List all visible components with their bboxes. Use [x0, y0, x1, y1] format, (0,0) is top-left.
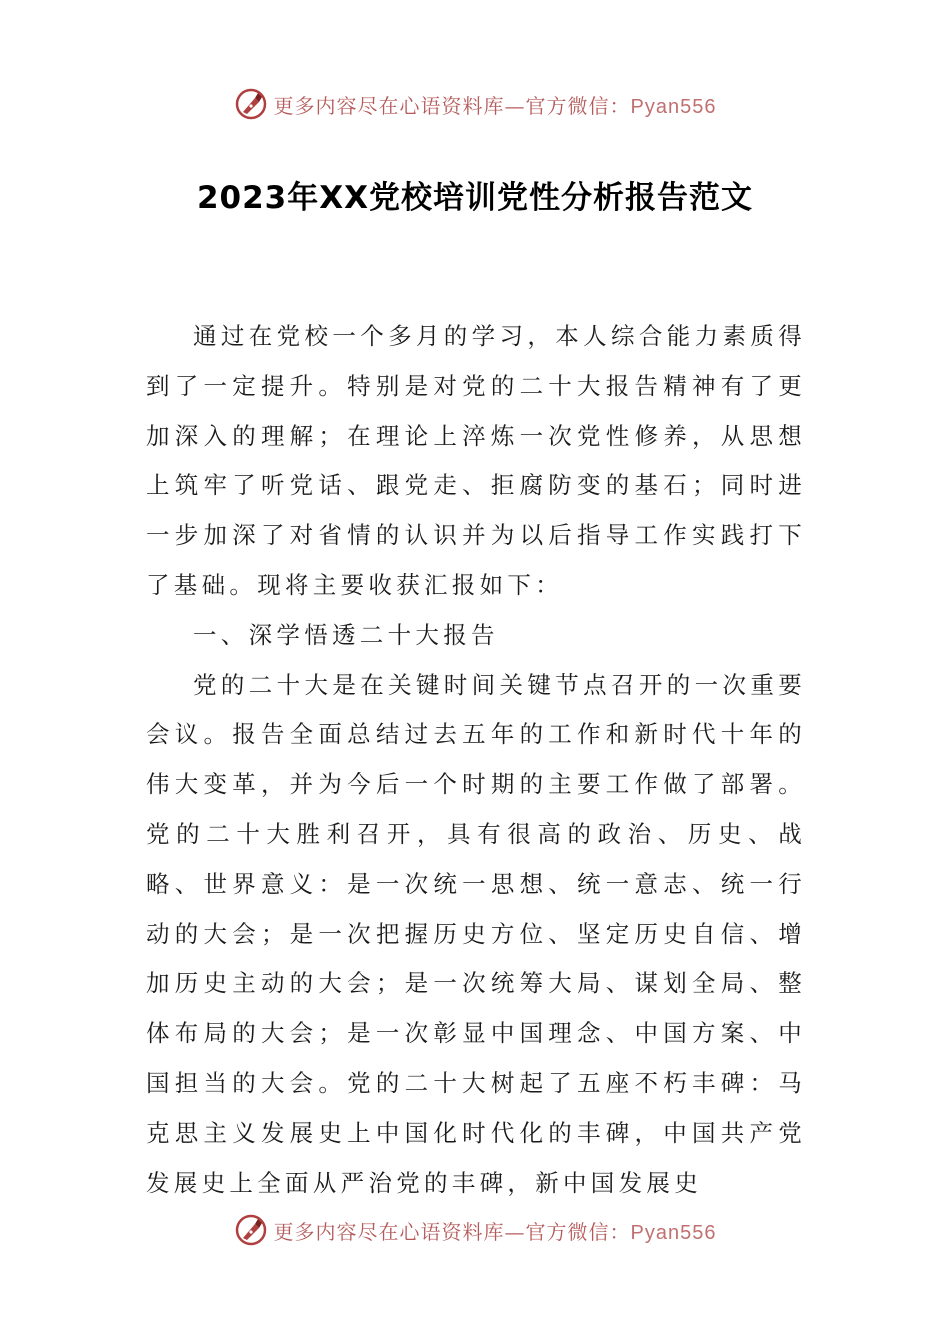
header-wechat-id: Pyan556: [630, 95, 717, 118]
document-body: [146, 312, 806, 1208]
header-watermark-banner: [0, 84, 950, 124]
section-1-paragraph: 党的二十大是在关键时间关键节点召开的一次重要会议。报告全面总结过去五年的工作和新时代十年的伟大变革，并为今后一个时期的主要工作做了部署。党的二十大胜利召开，具有很高的政治、历史、战略、世界意义：是一次统一思想、统一意志、统一行动的大会；是一次把握历史方位、坚定历史自信、增加历史主动的大会；是一次统筹大局、谋划全局、整体布局的大会；是一次彰显中国理念、中国方案、中国担当的大会。党的二十大树起了五座不朽丰碑：马克思主义发展史上中国化时代化的丰碑，中国共产党发展史上全面从严治党的丰碑，新中国发展史: [146, 670, 806, 1197]
document-title: 2023年XX党校培训党性分析报告范文: [196, 180, 754, 216]
header-banner-text: 更多内容尽在心语资料库—官方微信：Pyan556: [273, 93, 717, 118]
footer-wechat-id: Pyan556: [630, 1221, 717, 1244]
footer-banner-text: 更多内容尽在心语资料库—官方微信：Pyan556: [273, 1219, 717, 1244]
section-heading-1: 一、深学悟透二十大报告: [193, 620, 499, 649]
pen-nib-logo-icon: [234, 87, 268, 121]
footer-watermark-banner: [0, 1210, 950, 1250]
intro-paragraph: 通过在党校一个多月的学习，本人综合能力素质得到了一定提升。特别是对党的二十大报告精神有了更加深入的理解；在理论上淬炼一次党性修养，从思想上筑牢了听党话、跟党走、拒腐防变的基石；同时进一步加深了对省情的认识并为以后指导工作实践打下了基础。现将主要收获汇报如下：: [146, 322, 806, 599]
pen-nib-logo-icon: [234, 1213, 268, 1247]
